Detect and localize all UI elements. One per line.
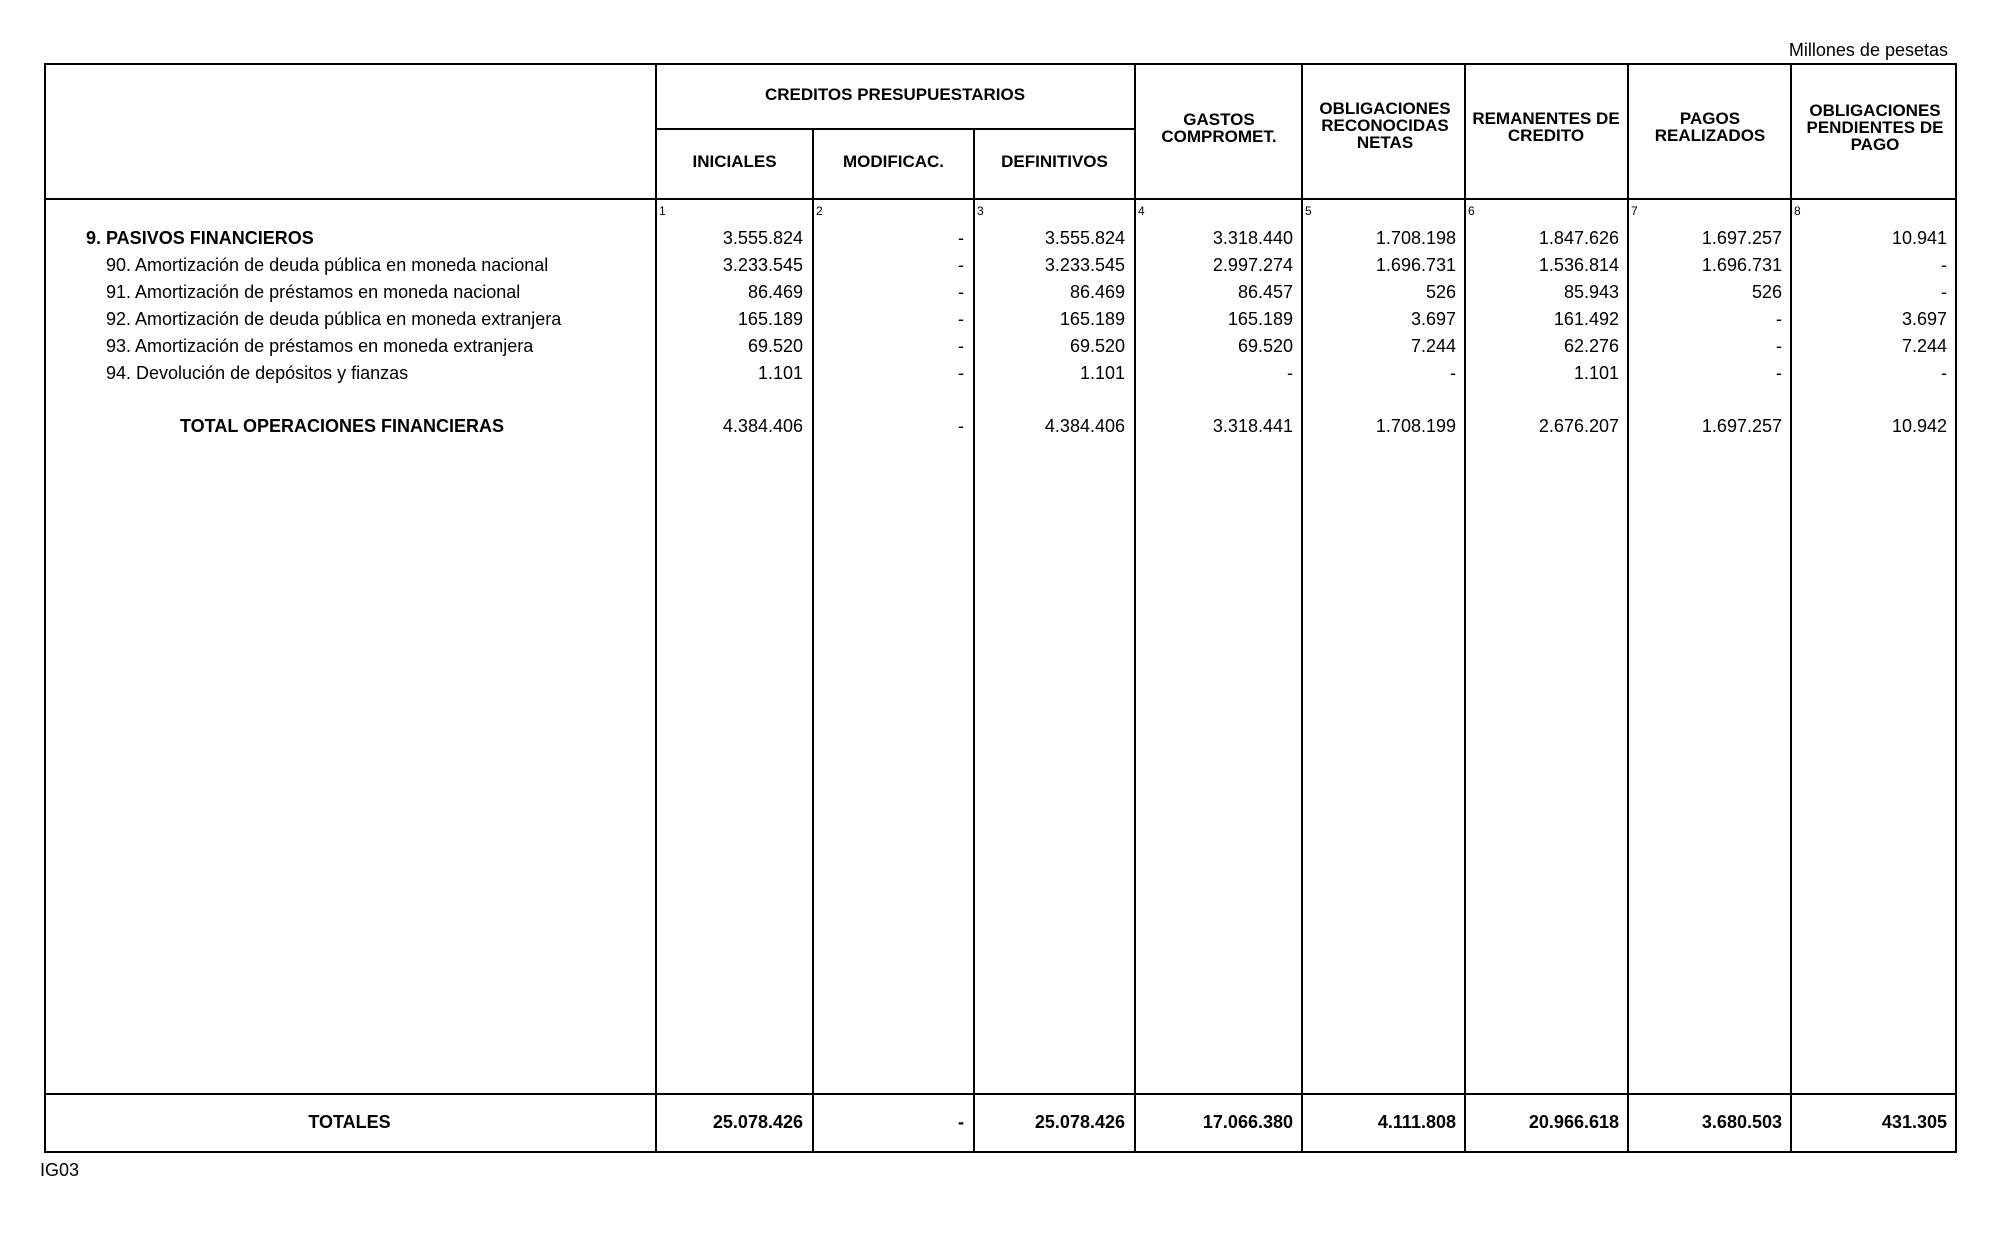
header-definitivos: DEFINITIVOS <box>1001 152 1108 171</box>
cell-gastos: 86.457 <box>1237 282 1293 302</box>
cell-iniciales: 25.078.426 <box>712 1112 803 1132</box>
row-label: 94. Devolución de depósitos y fianzas <box>106 363 409 383</box>
col-divider <box>973 128 975 1153</box>
cell-modificac: - <box>958 363 964 383</box>
cell-iniciales: 1.101 <box>757 363 803 383</box>
cell-pendientes: 431.305 <box>1881 1112 1947 1132</box>
header-bottom-line <box>44 198 1957 200</box>
cell-definitivos: 165.189 <box>1059 309 1125 329</box>
cell-obligaciones: - <box>1450 363 1456 383</box>
totals-label: TOTALES <box>308 1112 391 1132</box>
cell-obligaciones: 4.111.808 <box>1377 1112 1456 1132</box>
cell-obligaciones: 3.697 <box>1410 309 1456 329</box>
row-label: 9. PASIVOS FINANCIEROS <box>86 228 314 248</box>
cell-remanentes: 20.966.618 <box>1528 1112 1619 1132</box>
cell-definitivos: 3.233.545 <box>1044 255 1125 275</box>
cell-modificac: - <box>958 255 964 275</box>
header-obligaciones-reconocidas: OBLIGACIONES RECONOCIDAS NETAS <box>1319 99 1451 152</box>
cell-remanentes: 1.536.814 <box>1538 255 1619 275</box>
cell-modificac: - <box>958 336 964 356</box>
column-number: 5 <box>1305 204 1312 218</box>
header-obligaciones-pendientes: OBLIGACIONES PENDIENTES DE PAGO <box>1806 101 1944 154</box>
cell-pagos: 1.697.257 <box>1701 228 1782 248</box>
col-divider <box>812 128 814 1153</box>
cell-modificac: - <box>958 282 964 302</box>
cell-pendientes: 10.942 <box>1891 416 1947 436</box>
cell-definitivos: 1.101 <box>1079 363 1125 383</box>
group-header-divider <box>655 128 1135 130</box>
cell-gastos: 2.997.274 <box>1212 255 1293 275</box>
cell-gastos: 165.189 <box>1227 309 1293 329</box>
header-pagos-realizados: PAGOS REALIZADOS <box>1654 109 1766 145</box>
cell-definitivos: 25.078.426 <box>1034 1112 1125 1132</box>
cell-pagos: 526 <box>1751 282 1782 302</box>
cell-gastos: 3.318.441 <box>1212 416 1293 436</box>
cell-pagos: 1.697.257 <box>1701 416 1782 436</box>
cell-modificac: - <box>958 309 964 329</box>
column-number: 8 <box>1794 204 1801 218</box>
cell-remanentes: 1.847.626 <box>1538 228 1619 248</box>
cell-remanentes: 62.276 <box>1563 336 1619 356</box>
cell-obligaciones: 1.696.731 <box>1375 255 1456 275</box>
header-gastos-comprometidos: GASTOS COMPROMET. <box>1161 110 1277 146</box>
row-label: 91. Amortización de préstamos en moneda nacional <box>106 282 521 302</box>
cell-pagos: 3.680.503 <box>1701 1112 1782 1132</box>
cell-pagos: 1.696.731 <box>1701 255 1782 275</box>
column-number: 7 <box>1631 204 1638 218</box>
column-number: 2 <box>816 204 823 218</box>
cell-pendientes: - <box>1941 255 1947 275</box>
cell-modificac: - <box>958 1112 964 1132</box>
col-divider <box>1134 63 1136 1153</box>
column-number: 3 <box>977 204 984 218</box>
cell-pagos: - <box>1776 309 1782 329</box>
col-divider <box>1301 63 1303 1153</box>
cell-modificac: - <box>958 416 964 436</box>
cell-remanentes: 2.676.207 <box>1538 416 1619 436</box>
cell-gastos: 3.318.440 <box>1212 228 1293 248</box>
col-divider <box>655 63 657 1153</box>
cell-obligaciones: 1.708.198 <box>1375 228 1456 248</box>
cell-iniciales: 165.189 <box>737 309 803 329</box>
row-label: 93. Amortización de préstamos en moneda extranjera <box>106 336 534 356</box>
cell-obligaciones: 7.244 <box>1410 336 1456 356</box>
column-number: 4 <box>1138 204 1145 218</box>
cell-iniciales: 4.384.406 <box>722 416 803 436</box>
cell-pendientes: 3.697 <box>1901 309 1947 329</box>
cell-gastos: 17.066.380 <box>1202 1112 1293 1132</box>
cell-obligaciones: 1.708.199 <box>1375 416 1456 436</box>
cell-pendientes: 7.244 <box>1901 336 1947 356</box>
cell-pagos: - <box>1776 336 1782 356</box>
cell-definitivos: 69.520 <box>1069 336 1125 356</box>
totals-top-line <box>44 1093 1957 1095</box>
cell-remanentes: 161.492 <box>1553 309 1619 329</box>
header-creditos-presupuestarios: CREDITOS PRESUPUESTARIOS <box>764 85 1026 104</box>
cell-gastos: - <box>1287 363 1293 383</box>
cell-iniciales: 69.520 <box>747 336 803 356</box>
cell-definitivos: 4.384.406 <box>1044 416 1125 436</box>
cell-remanentes: 85.943 <box>1563 282 1619 302</box>
cell-iniciales: 3.233.545 <box>722 255 803 275</box>
table-frame <box>44 63 1957 1153</box>
footer-code: IG03 <box>40 1160 80 1180</box>
col-divider <box>1790 63 1792 1153</box>
row-label: TOTAL OPERACIONES FINANCIERAS <box>180 416 505 436</box>
cell-definitivos: 86.469 <box>1069 282 1125 302</box>
column-number: 6 <box>1468 204 1475 218</box>
units-note: Millones de pesetas <box>1788 40 1948 60</box>
col-divider <box>1627 63 1629 1153</box>
cell-remanentes: 1.101 <box>1573 363 1619 383</box>
header-remanentes-credito: REMANENTES DE CREDITO <box>1472 109 1620 145</box>
header-modificac: MODIFICAC. <box>842 152 945 171</box>
cell-pendientes: - <box>1941 282 1947 302</box>
header-iniciales: INICIALES <box>692 152 777 171</box>
cell-definitivos: 3.555.824 <box>1044 228 1125 248</box>
cell-obligaciones: 526 <box>1425 282 1456 302</box>
cell-gastos: 69.520 <box>1237 336 1293 356</box>
cell-modificac: - <box>958 228 964 248</box>
row-label: 92. Amortización de deuda pública en moneda extranjera <box>106 309 562 329</box>
row-label: 90. Amortización de deuda pública en moneda nacional <box>106 255 549 275</box>
cell-pagos: - <box>1776 363 1782 383</box>
col-divider <box>1464 63 1466 1153</box>
cell-pendientes: - <box>1941 363 1947 383</box>
cell-pendientes: 10.941 <box>1891 228 1947 248</box>
cell-iniciales: 3.555.824 <box>722 228 803 248</box>
column-number: 1 <box>659 204 666 218</box>
cell-iniciales: 86.469 <box>747 282 803 302</box>
